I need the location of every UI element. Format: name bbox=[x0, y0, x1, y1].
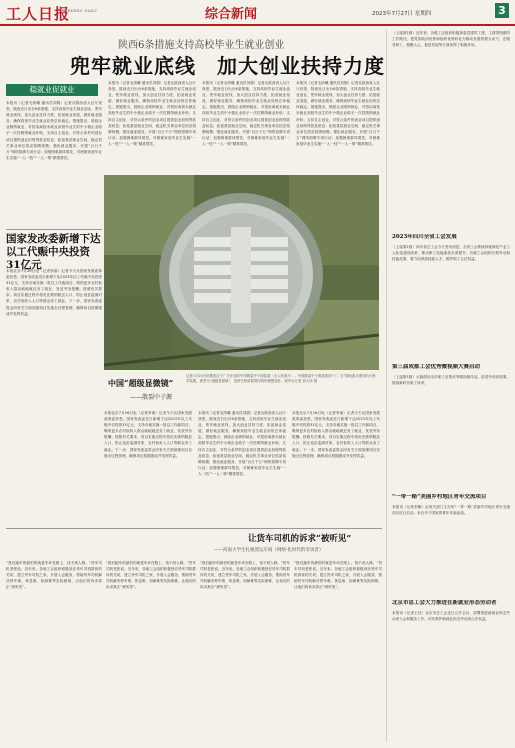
page-number: 3 bbox=[495, 3, 509, 18]
bottom-story-col3: “我们跑车的最怕的就是车坏在路上，找不到人修。”货车司机老张说。近年来，各地工会组织积极回应货车司机群体的关切，建立货车司机之家，开展入会服务，帮助货车司机解决停车难、休息难、如厕难等实际困难，让他们的诉求真正“被听见”。 bbox=[200, 561, 290, 590]
lead-headline: 兜牢就业底线 加大创业扶持力度 bbox=[70, 54, 385, 78]
bottom-story-col1: “我们跑车的最怕的就是车坏在路上，找不到人修。”货车司机老张说。近年来，各地工会组织积极回应货车司机群体的关切，建立货车司机之家，开展入会服务，帮助货车司机解决停车难、休息难、如厕难等实际困难，让他们的诉求真正“被听见”。 bbox=[6, 561, 102, 590]
photo-title: 中国“超级显微镜” bbox=[108, 378, 174, 388]
news-photo bbox=[104, 175, 379, 370]
divider bbox=[6, 229, 102, 230]
bottom-story-subtitle: ——河南大学生扎根货运车间（网络·化时代的劳动者） bbox=[214, 548, 324, 553]
right-story-headline-2: 2023年四川全省工会发展 bbox=[392, 234, 457, 240]
right-story-body-2: （上接第1版）四川省总工会今天发布消息，全省工会系统持续深化产业工人队伍建设改革，推动职工技能素质全面提升，各级工会组织开展劳动和技能竞赛，着力培养高技能人才，维护职工合法权益。 bbox=[392, 245, 510, 262]
masthead-rule bbox=[0, 24, 515, 26]
bottom-story-col4: “我们跑车的最怕的就是车坏在路上，找不到人修。”货车司机老张说。近年来，各地工会组织积极回应货车司机群体的关切，建立货车司机之家，开展入会服务，帮助货车司机解决停车难、休息难、如厕难等实际困难，让他们的诉求真正“被听见”。 bbox=[294, 561, 382, 590]
section-divider bbox=[6, 528, 382, 529]
logo-subtitle: WORKERS' DAILY bbox=[60, 8, 98, 13]
middle-story-col2: 本报讯（记者毛浓曦 通讯员刘娟）记者从陕西省人社厅获悉，陕西近日出台6条措施，支持高校毕业生就业创业，兜牢就业底线，加大创业扶持力度，拓宽就业渠道，做好就业服务，确保高校毕业生就业局势总体稳定。措施提出，鼓励企业吸纳就业，对招用离校未就业高校毕业生的中小微企业给予一次性吸纳就业补贴；支持自主创业，对符合条件的创业项目提供创业担保贷款及贴息；拓宽基层就业空间，稳定机关事业单位招录招聘规模；强化就业服务，开展“百日千万”网络招聘专项行动；加强困难群体帮扶，对困难家庭毕业生实施“一人一档”“一人一策”精准帮扶。 bbox=[198, 411, 286, 476]
middle-story-col3: 本报北京7月26日电（记者李丽）记者今天从国家发展改革委获悉，国家发改委近日新增下达2023年以工代赈中央投资31亿元，支持各地实施一批以工代赈项目，吸纳更多农村低收入群众就地就近务工就业，发放劳务报酬。按照有关要求，项目实施过程中将优先吸纳脱贫人口、防止返贫监测对象、农村低收入人口等群众务工就业。下一步，国家发改委将会同有关方面加强项目实施全过程管理，确保项目按期建成并发挥效益。 bbox=[292, 411, 380, 458]
right-story-body-4: 本报讯（记者李娜）由有关部门主办的“一带一路”美丽乡村地区青年交流项目近日启动，来自多个国家的青年代表参加。 bbox=[392, 505, 510, 516]
section-title: 综合新闻 bbox=[205, 7, 258, 22]
right-story-body-1: （上接第1版）近年来，各级工会组织积极探索党建带工建、工建带团建的工作路径，把党的政治优势和组织优势转化为推动发展的强大动力，在服务职工、凝聚人心、促进发展等方面发挥了积极作用。 bbox=[392, 31, 510, 48]
column-divider bbox=[386, 30, 387, 742]
bottom-story-headline: 让货车司机的诉求“被听见” bbox=[248, 534, 352, 544]
lead-label: 稳就业促就业 bbox=[6, 84, 98, 96]
lead-body-col3: 本报讯（记者毛浓曦 通讯员刘娟）记者从陕西省人社厅获悉，陕西近日出台6条措施，支持高校毕业生就业创业，兜牢就业底线，加大创业扶持力度，拓宽就业渠道，做好就业服务，确保高校毕业生就业局势总体稳定。措施提出，鼓励企业吸纳就业，对招用离校未就业高校毕业生的中小微企业给予一次性吸纳就业补贴；支持自主创业，对符合条件的创业项目提供创业担保贷款及贴息；拓宽基层就业空间，稳定机关事业单位招录招聘规模；强化就业服务，开展“百日千万”网络招聘专项行动；加强困难群体帮扶，对困难家庭毕业生实施“一人一档”“一人一策”精准帮扶。 bbox=[202, 81, 290, 146]
right-story-headline-3: 第三届成都工会优秀微视频大赛启动 bbox=[392, 364, 481, 370]
photo-aerial-view bbox=[104, 175, 379, 370]
photo-caption: 这是7月25日拍摄的位于广东东莞的中国散裂中子源装置（无人机照片）。中国散裂中子源是我国“十二五”期间重点建设的大科学装置，被誉为“超级显微镜”，是研究物质微观结构的理想探针。新华社记者 刘大伟 摄 bbox=[186, 374, 376, 383]
left-story-body: 本报北京7月26日电（记者李丽）记者今天从国家发展改革委获悉，国家发改委近日新增下达2023年以工代赈中央投资31亿元，支持各地实施一批以工代赈项目，吸纳更多农村低收入群众就地就近务工就业，发放劳务报酬。按照有关要求，项目实施过程中将优先吸纳脱贫人口、防止返贫监测对象、农村低收入人口等群众务工就业。下一步，国家发改委将会同有关方面加强项目实施全过程管理，确保项目按期建成并发挥效益。 bbox=[6, 269, 102, 316]
right-story-body-3: （上接第1版）大赛面向全市职工征集优秀微视频作品，讲述劳动者故事，展现新时代职工风采。 bbox=[392, 375, 510, 386]
right-story-headline-5: 北京市总工会大力推进在新就业形态劳动者 bbox=[392, 600, 497, 606]
lead-body-col1: 本报讯（记者毛浓曦 通讯员刘娟）记者从陕西省人社厅获悉，陕西近日出台6条措施，支持高校毕业生就业创业，兜牢就业底线，加大创业扶持力度，拓宽就业渠道，做好就业服务，确保高校毕业生就业局势总体稳定。措施提出，鼓励企业吸纳就业，对招用离校未就业高校毕业生的中小微企业给予一次性吸纳就业补贴；支持自主创业，对符合条件的创业项目提供创业担保贷款及贴息；拓宽基层就业空间，稳定机关事业单位招录招聘规模；强化就业服务，开展“百日千万”网络招聘专项行动；加强困难群体帮扶，对困难家庭毕业生实施“一人一档”“一人一策”精准帮扶。 bbox=[6, 101, 102, 160]
lead-body-col2: 本报讯（记者毛浓曦 通讯员刘娟）记者从陕西省人社厅获悉，陕西近日出台6条措施，支持高校毕业生就业创业，兜牢就业底线，加大创业扶持力度，拓宽就业渠道，做好就业服务，确保高校毕业生就业局势总体稳定。措施提出，鼓励企业吸纳就业，对招用离校未就业高校毕业生的中小微企业给予一次性吸纳就业补贴；支持自主创业，对符合条件的创业项目提供创业担保贷款及贴息；拓宽基层就业空间，稳定机关事业单位招录招聘规模；强化就业服务，开展“百日千万”网络招聘专项行动；加强困难群体帮扶，对困难家庭毕业生实施“一人一档”“一人一策”精准帮扶。 bbox=[108, 81, 196, 146]
newspaper-logo: 工人日报 bbox=[6, 5, 71, 23]
right-story-headline-4: “一带一路”美丽乡村地区青年交流项目 bbox=[392, 494, 487, 500]
bottom-story-col2: “我们跑车的最怕的就是车坏在路上，找不到人修。”货车司机老张说。近年来，各地工会组织积极回应货车司机群体的关切，建立货车司机之家，开展入会服务，帮助货车司机解决停车难、休息难、如厕难等实际困难，让他们的诉求真正“被听见”。 bbox=[106, 561, 196, 590]
right-story-body-5: 本报讯（记者王佳）北京市总工会近日召开会议，部署推进新就业形态劳动者入会和服务工作，切实维护新就业形态劳动者合法权益。 bbox=[392, 611, 510, 622]
left-story-headline: 国家发改委新增下达以工代赈中央投资31亿元 bbox=[6, 233, 101, 271]
lead-kicker: 陕西6条措施支持高校毕业生就业创业 bbox=[118, 40, 285, 51]
middle-story-col1: 本报北京7月26日电（记者李丽）记者今天从国家发展改革委获悉，国家发改委近日新增下达2023年以工代赈中央投资31亿元，支持各地实施一批以工代赈项目，吸纳更多农村低收入群众就地就近务工就业，发放劳务报酬。按照有关要求，项目实施过程中将优先吸纳脱贫人口、防止返贫监测对象、农村低收入人口等群众务工就业。下一步，国家发改委将会同有关方面加强项目实施全过程管理，确保项目按期建成并发挥效益。 bbox=[104, 411, 192, 458]
lead-body-col4: 本报讯（记者毛浓曦 通讯员刘娟）记者从陕西省人社厅获悉，陕西近日出台6条措施，支持高校毕业生就业创业，兜牢就业底线，加大创业扶持力度，拓宽就业渠道，做好就业服务，确保高校毕业生就业局势总体稳定。措施提出，鼓励企业吸纳就业，对招用离校未就业高校毕业生的中小微企业给予一次性吸纳就业补贴；支持自主创业，对符合条件的创业项目提供创业担保贷款及贴息；拓宽基层就业空间，稳定机关事业单位招录招聘规模；强化就业服务，开展“百日千万”网络招聘专项行动；加强困难群体帮扶，对困难家庭毕业生实施“一人一档”“一人一策”精准帮扶。 bbox=[296, 81, 380, 146]
photo-subtitle: ——散裂中子源 bbox=[130, 394, 173, 401]
dateline: 2023年7月27日 星期四 bbox=[372, 11, 432, 17]
